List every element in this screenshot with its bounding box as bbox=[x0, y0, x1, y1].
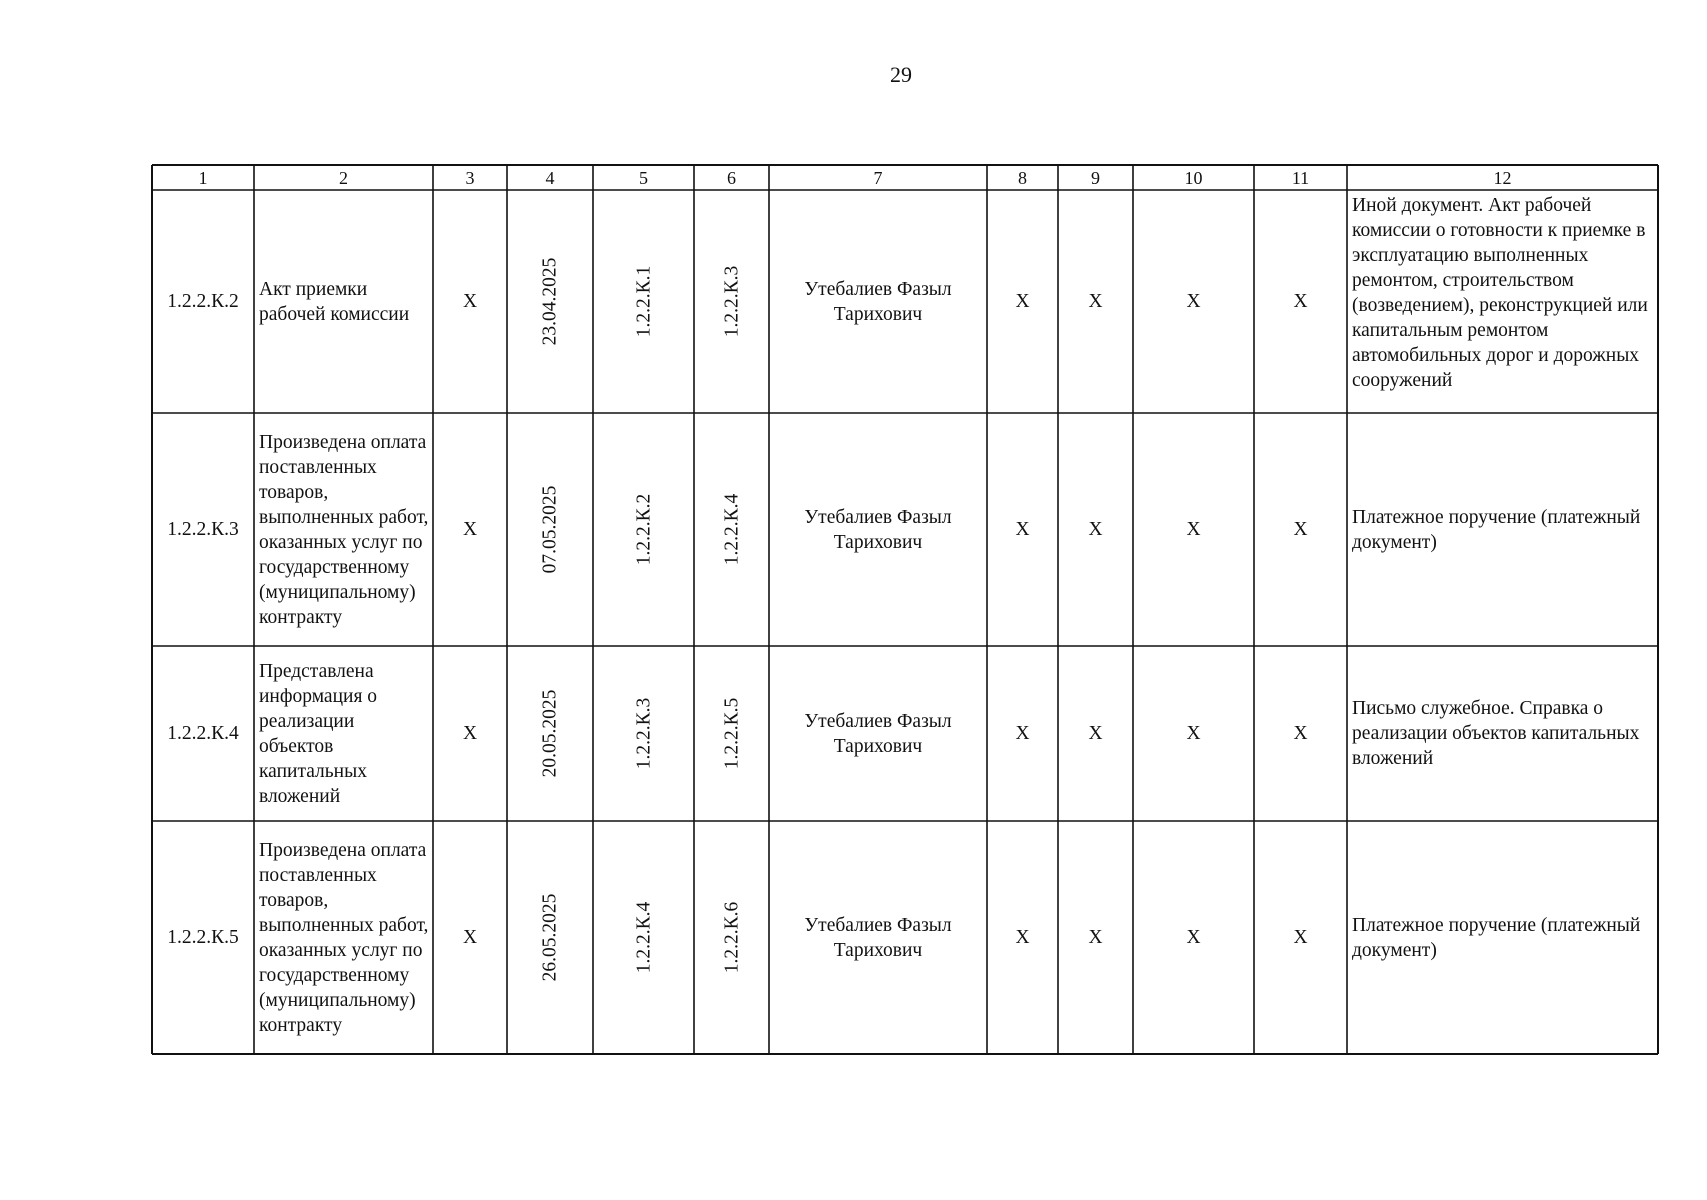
header-cell-11 bbox=[1255, 166, 1346, 189]
cell-col8 bbox=[988, 647, 1057, 820]
header-cell-9-text: 9 bbox=[1091, 167, 1100, 188]
header-cell-5 bbox=[594, 166, 693, 189]
header-cell-12-text: 12 bbox=[1493, 167, 1512, 188]
cell-doc bbox=[1348, 647, 1657, 820]
cell-col9 bbox=[1059, 822, 1132, 1053]
header-cell-5-text: 5 bbox=[639, 167, 648, 188]
cell-code-text: 1.2.2.К.4 bbox=[167, 723, 239, 744]
cell-next bbox=[695, 191, 768, 412]
header-cell-7 bbox=[770, 166, 986, 189]
cell-doc bbox=[1348, 822, 1657, 1053]
cell-person bbox=[770, 191, 986, 412]
cell-person-text: Утебалиев Фазыл Тарихович bbox=[804, 506, 952, 553]
cell-col11-text: Х bbox=[1293, 519, 1308, 540]
cell-date-text: 23.04.2025 bbox=[539, 257, 561, 346]
cell-next-text: 1.2.2.К.3 bbox=[720, 265, 742, 338]
cell-col3-text: Х bbox=[462, 519, 478, 540]
cell-prev-text: 1.2.2.К.2 bbox=[632, 493, 654, 566]
header-cell-7-text: 7 bbox=[873, 167, 883, 188]
header-cell-8 bbox=[988, 166, 1057, 189]
header-cell-6-text: 6 bbox=[727, 167, 736, 188]
cell-col3-text: Х bbox=[462, 291, 478, 312]
cell-code bbox=[153, 822, 253, 1053]
cell-col10-text: Х bbox=[1186, 927, 1201, 948]
cell-col10-text: Х bbox=[1186, 291, 1201, 312]
cell-code bbox=[153, 647, 253, 820]
cell-col10 bbox=[1134, 191, 1253, 412]
cell-date bbox=[508, 647, 592, 820]
cell-col10 bbox=[1134, 822, 1253, 1053]
cell-next-text: 1.2.2.К.4 bbox=[720, 493, 742, 566]
cell-name bbox=[255, 822, 432, 1053]
cell-name bbox=[255, 647, 432, 820]
header-cell-1-text: 1 bbox=[198, 167, 208, 188]
cell-col11 bbox=[1255, 647, 1346, 820]
cell-doc bbox=[1348, 414, 1657, 645]
header-cell-10 bbox=[1134, 166, 1253, 189]
cell-date-text: 26.05.2025 bbox=[539, 893, 561, 982]
cell-next bbox=[695, 414, 768, 645]
cell-col8 bbox=[988, 191, 1057, 412]
header-cell-6 bbox=[695, 166, 768, 189]
cell-col8-text: Х bbox=[1015, 519, 1030, 540]
cell-col3 bbox=[434, 191, 506, 412]
cell-col11 bbox=[1255, 414, 1346, 645]
cell-doc-text: Платежное поручение (платежный документ) bbox=[1352, 506, 1641, 553]
cell-col8-text: Х bbox=[1015, 291, 1030, 312]
cell-col10-text: Х bbox=[1186, 723, 1201, 744]
cell-date bbox=[508, 191, 592, 412]
header-cell-2-text: 2 bbox=[339, 167, 348, 188]
header-cell-11-text: 11 bbox=[1291, 167, 1310, 188]
cell-prev bbox=[594, 191, 693, 412]
cell-person bbox=[770, 822, 986, 1053]
cell-doc-text: Платежное поручение (платежный документ) bbox=[1352, 914, 1641, 961]
cell-date-text: 07.05.2025 bbox=[539, 485, 561, 574]
header-cell-1 bbox=[153, 166, 253, 189]
cell-col10 bbox=[1134, 647, 1253, 820]
cell-date bbox=[508, 414, 592, 645]
cell-next bbox=[695, 647, 768, 820]
cell-prev-text: 1.2.2.К.4 bbox=[632, 901, 654, 974]
cell-prev bbox=[594, 822, 693, 1053]
cell-code-text: 1.2.2.К.2 bbox=[167, 291, 239, 312]
cell-doc-text: Письмо служебное. Справка о реализации объектов капитальных вложений bbox=[1352, 698, 1640, 769]
cell-col11-text: Х bbox=[1293, 927, 1308, 948]
cell-col9-text: Х bbox=[1088, 927, 1103, 948]
cell-col3-text: Х bbox=[462, 927, 478, 948]
page-number: 29 bbox=[890, 62, 912, 87]
cell-code bbox=[153, 191, 253, 412]
header-cell-3 bbox=[434, 166, 506, 189]
cell-prev-text: 1.2.2.К.3 bbox=[632, 697, 654, 770]
header-cell-3-text: 3 bbox=[465, 167, 475, 188]
cell-person-text: Утебалиев Фазыл Тарихович bbox=[804, 278, 952, 325]
cell-next-text: 1.2.2.К.5 bbox=[720, 697, 742, 770]
cell-person bbox=[770, 414, 986, 645]
cell-col8 bbox=[988, 414, 1057, 645]
cell-name bbox=[255, 414, 432, 645]
cell-name-text: Представлена информация о реализации объектов капитальных вложений bbox=[259, 660, 378, 807]
cell-next bbox=[695, 822, 768, 1053]
header-cell-10-text: 10 bbox=[1184, 167, 1203, 188]
cell-col9-text: Х bbox=[1088, 519, 1103, 540]
cell-col8-text: Х bbox=[1015, 723, 1030, 744]
cell-date-text: 20.05.2025 bbox=[539, 689, 561, 778]
cell-person bbox=[770, 647, 986, 820]
header-cell-4 bbox=[508, 166, 592, 189]
cell-date bbox=[508, 822, 592, 1053]
cell-col9-text: Х bbox=[1088, 723, 1103, 744]
cell-col11-text: Х bbox=[1293, 723, 1308, 744]
cell-prev bbox=[594, 414, 693, 645]
cell-person-text: Утебалиев Фазыл Тарихович bbox=[804, 710, 952, 757]
cell-col10 bbox=[1134, 414, 1253, 645]
header-cell-4-text: 4 bbox=[545, 167, 555, 188]
cell-prev bbox=[594, 647, 693, 820]
cell-col11 bbox=[1255, 191, 1346, 412]
header-cell-8-text: 8 bbox=[1018, 167, 1027, 188]
cell-name-text: Произведена оплата поставленных товаров, выполненных работ, оказанных услуг по государственному (муниципальному) контракту bbox=[259, 839, 429, 1036]
cell-col9 bbox=[1059, 191, 1132, 412]
cell-col10-text: Х bbox=[1186, 519, 1201, 540]
header-cell-2 bbox=[255, 166, 432, 189]
cell-col9-text: Х bbox=[1088, 291, 1103, 312]
cell-prev-text: 1.2.2.К.1 bbox=[632, 265, 654, 338]
cell-col3 bbox=[434, 822, 506, 1053]
cell-code-text: 1.2.2.К.3 bbox=[167, 519, 239, 540]
cell-doc bbox=[1348, 191, 1657, 412]
cell-name-text: Произведена оплата поставленных товаров, выполненных работ, оказанных услуг по государственному (муниципальному) контракту bbox=[259, 431, 429, 628]
cell-col3 bbox=[434, 414, 506, 645]
cell-name-text: Акт приемки рабочей комиссии bbox=[259, 278, 410, 325]
cell-code bbox=[153, 414, 253, 645]
cell-col9 bbox=[1059, 414, 1132, 645]
header-cell-12 bbox=[1348, 166, 1657, 189]
cell-col8-text: Х bbox=[1015, 927, 1030, 948]
cell-next-text: 1.2.2.К.6 bbox=[720, 901, 742, 974]
cell-col3 bbox=[434, 647, 506, 820]
cell-doc-text: Иной документ. Акт рабочей комиссии о готовности к приемке в эксплуатацию выполненных ремонтом, строительством (возведением), реконструкцией или капитальным ремонтом автомобильных дорог и дорожных сооружений bbox=[1352, 195, 1648, 391]
cell-col11 bbox=[1255, 822, 1346, 1053]
cell-col8 bbox=[988, 822, 1057, 1053]
cell-col3-text: Х bbox=[462, 723, 478, 744]
cell-person-text: Утебалиев Фазыл Тарихович bbox=[804, 914, 952, 961]
header-cell-9 bbox=[1059, 166, 1132, 189]
cell-name bbox=[255, 191, 432, 412]
cell-col11-text: Х bbox=[1293, 291, 1308, 312]
cell-code-text: 1.2.2.К.5 bbox=[167, 927, 239, 948]
cell-col9 bbox=[1059, 647, 1132, 820]
